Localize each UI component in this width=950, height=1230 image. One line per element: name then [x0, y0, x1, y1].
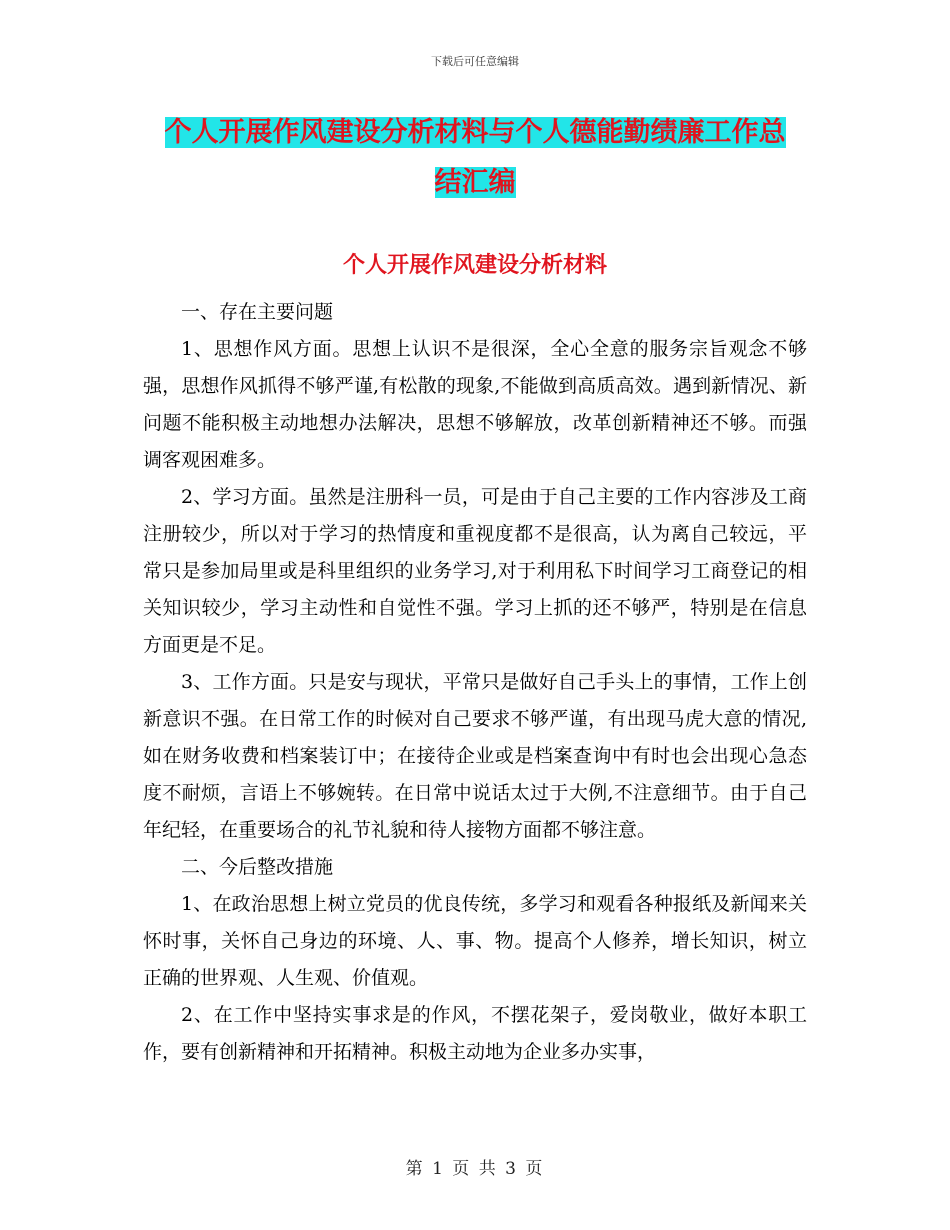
paragraph-study: 2、学习方面。虽然是注册科一员，可是由于自己主要的工作内容涉及工商注册较少，所以对于学习的热情度和重视度都不是很高，认为离自己较远，平常只是参加局里或是科里组织的业务学习,对于利用私下时间学习工商登记的相关知识较少，学习主动性和自觉性不强。学习上抓的还不够严，特别是在信息方面更是不足。 [143, 486, 807, 656]
paragraph-work: 3、工作方面。只是安与现状，平常只是做好自己手头上的事情，工作上创新意识不强。在日常工作的时候对自己要求不够严谨，有出现马虎大意的情况,如在财务收费和档案装订中；在接待企业或是档案查询中有时也会出现心急态度不耐烦，言语上不够婉转。在日常中说话太过于大例,不注意细节。由于自己年纪轻，在重要场合的礼节礼貌和待人接物方面都不够注意。 [143, 671, 807, 841]
document-body [143, 294, 807, 1071]
title-line-2: 结汇编 [434, 167, 516, 198]
title-line-1: 个人开展作风建设分析材料与个人德能勤绩廉工作总 [164, 117, 786, 148]
section-title: 个人开展作风建设分析材料 [342, 253, 607, 278]
heading-existing-problems: 一、存在主要问题 [181, 301, 334, 323]
paragraph-thinking-style: 1、思想作风方面。思想上认识不是很深，全心全意的服务宗旨观念不够强，思想作风抓得不够严谨,有松散的现象,不能做到高质高效。遇到新情况、新问题不能积极主动地想办法解决，思想不够解放，改革创新精神还不够。而强调客观困难多。 [143, 338, 807, 471]
paragraph-political-thought: 1、在政治思想上树立党员的优良传统，多学习和观看各种报纸及新闻来关怀时事，关怀自己身边的环境、人、事、物。提高个人修养，增长知识，树立正确的世界观、人生观、价值观。 [143, 893, 807, 989]
heading-rectification-measures: 二、今后整改措施 [181, 856, 334, 878]
document-title [140, 108, 810, 208]
page-footer: 第 1 页 共 3 页 [405, 1159, 545, 1179]
header-note: 下载后可任意编辑 [431, 55, 519, 68]
paragraph-work-style: 2、在工作中坚持实事求是的作风，不摆花架子，爱岗敬业，做好本职工作，要有创新精神和开拓精神。积极主动地为企业多办实事， [143, 1004, 807, 1063]
